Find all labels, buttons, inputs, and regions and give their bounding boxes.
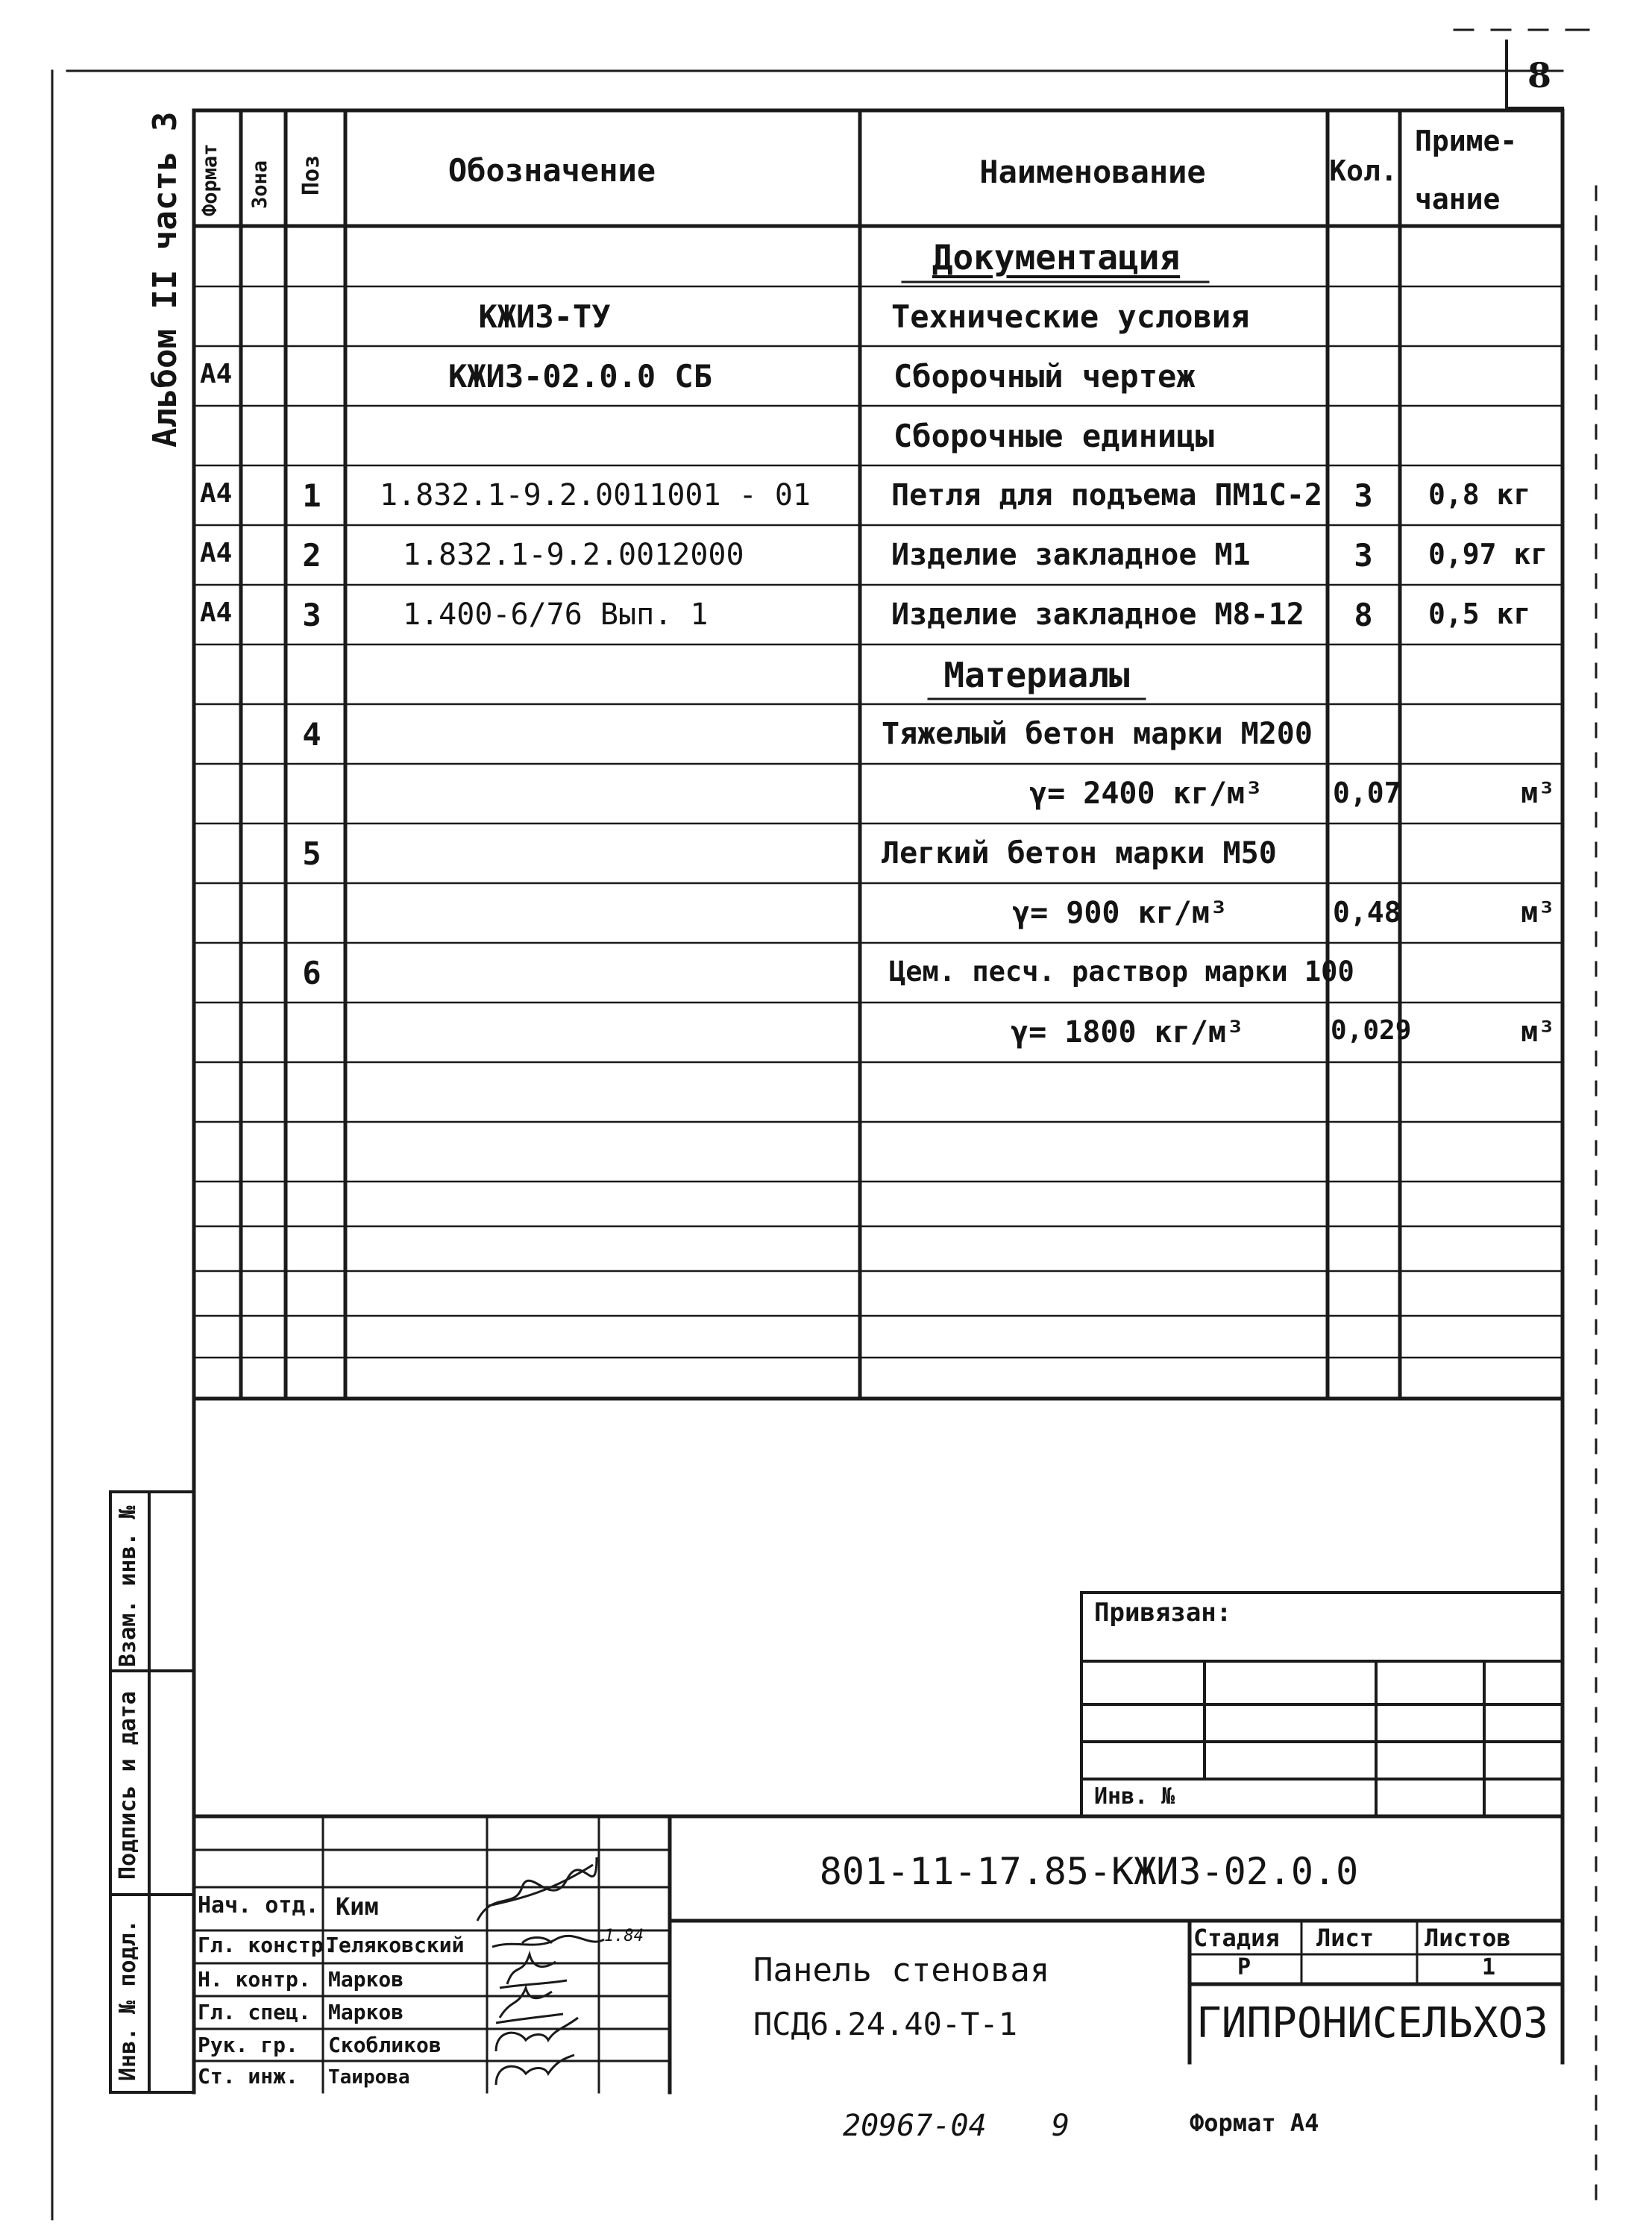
section-title-documentation: Документация bbox=[932, 237, 1181, 277]
privyazan-label: Привязан: bbox=[1094, 1598, 1232, 1628]
table-cell-designation: 1.832.1-9.2.0012000 bbox=[403, 538, 744, 572]
person-name: Скобликов bbox=[328, 2033, 442, 2057]
title-line2: ПСД6.24.40-Т-1 bbox=[753, 2006, 1018, 2042]
table-cell-qty: 0,48 bbox=[1333, 896, 1401, 929]
table-cell-qty: 0,07 bbox=[1333, 777, 1401, 809]
table-cell-name: γ= 900 кг/м³ bbox=[1012, 896, 1228, 930]
table-cell-qty: 0,029 bbox=[1331, 1015, 1412, 1046]
role-label: Гл. спец. bbox=[198, 2000, 311, 2024]
table-cell-format: А4 bbox=[200, 359, 233, 389]
table-cell-designation: 1.400-6/76 Вып. 1 bbox=[403, 597, 709, 632]
stage-label: Стадия bbox=[1193, 1924, 1280, 1952]
person-name: Ким bbox=[336, 1892, 379, 1921]
table-cell-name: Изделие закладное М8-12 bbox=[891, 597, 1304, 632]
footer-page: 9 bbox=[1052, 2109, 1070, 2143]
table-cell-note: м³ bbox=[1521, 777, 1555, 809]
table-cell-designation: КЖИ3-02.0.0 СБ bbox=[447, 358, 713, 395]
table-cell-note: 0,5 кг bbox=[1428, 597, 1531, 630]
table-cell-format: А4 bbox=[200, 478, 233, 509]
person-name: Марков bbox=[328, 1967, 404, 1992]
document-code: 801-11-17.85-КЖИ3-02.0.0 bbox=[819, 1850, 1359, 1893]
table-cell-note: 0,97 кг bbox=[1428, 538, 1548, 571]
table-cell-pos: 3 bbox=[302, 597, 321, 633]
signature-date: 1.84 bbox=[604, 1927, 644, 1945]
table-cell-name: Цем. песч. раствор марки 100 bbox=[889, 956, 1354, 988]
header-designation: Обозначение bbox=[447, 152, 656, 189]
table-cell-name: Сборочные единицы bbox=[893, 418, 1214, 454]
header-qty: Кол. bbox=[1329, 154, 1398, 187]
table-cell-designation: КЖИ3-ТУ bbox=[478, 298, 611, 335]
header-name: Наименование bbox=[979, 154, 1206, 190]
header-pos: Поз bbox=[298, 154, 324, 195]
table-cell-name: Петля для подъема ПМ1С-2 bbox=[891, 478, 1322, 512]
table-cell-name: Тяжелый бетон марки М200 bbox=[882, 717, 1313, 751]
table-cell-note: м³ bbox=[1521, 896, 1555, 929]
person-name: Таирова bbox=[328, 2066, 410, 2089]
table-cell-qty: 8 bbox=[1354, 597, 1373, 633]
table-cell-pos: 4 bbox=[302, 716, 321, 753]
table-cell-name: Технические условия bbox=[891, 298, 1250, 335]
table-cell-name: Изделие закладное М1 bbox=[891, 538, 1251, 572]
stamp-inv-podl: Инв. № подл. bbox=[115, 1919, 141, 2081]
table-cell-name: Сборочный чертеж bbox=[893, 358, 1196, 395]
section-title-materials: Материалы bbox=[943, 655, 1130, 695]
table-cell-note: м³ bbox=[1521, 1015, 1555, 1048]
table-cell-qty: 3 bbox=[1354, 477, 1373, 514]
table-cell-note: 0,8 кг bbox=[1428, 478, 1531, 511]
role-label: Н. контр. bbox=[198, 1967, 311, 1992]
role-label: Гл. констр. bbox=[198, 1933, 336, 1957]
stamp-vzam-inv: Взам. инв. № bbox=[115, 1505, 141, 1667]
person-name: Теляковский bbox=[326, 1933, 465, 1957]
role-label: Рук. гр. bbox=[198, 2033, 298, 2057]
header-format: Формат bbox=[198, 143, 222, 216]
role-label: Нач. отд. bbox=[198, 1892, 319, 1919]
table-cell-pos: 6 bbox=[302, 955, 321, 991]
sheet-label: Лист bbox=[1316, 1924, 1375, 1952]
table-cell-name: Легкий бетон марки М50 bbox=[882, 836, 1277, 870]
person-name: Марков bbox=[328, 2000, 404, 2024]
organization-name: ГИПРОНИСЕЛЬХОЗ bbox=[1196, 1999, 1549, 2048]
table-cell-format: А4 bbox=[200, 597, 233, 628]
sheet-number: 8 bbox=[1527, 55, 1552, 95]
header-note-line1: Приме- bbox=[1415, 125, 1518, 157]
privyazan-inv-label: Инв. № bbox=[1094, 1783, 1175, 1810]
role-label: Ст. инж. bbox=[198, 2064, 298, 2089]
stage-value: Р bbox=[1237, 1954, 1251, 1980]
table-cell-name: γ= 1800 кг/м³ bbox=[1011, 1015, 1245, 1050]
header-note-line2: чание bbox=[1415, 183, 1501, 216]
title-line1: Панель стеновая bbox=[753, 1951, 1050, 1989]
footer-doc-number: 20967-04 bbox=[843, 2109, 987, 2143]
table-cell-name: γ= 2400 кг/м³ bbox=[1029, 777, 1263, 811]
stamp-podpis-data: Подпись и дата bbox=[115, 1691, 141, 1880]
side-album-label: Альбом II часть 3 bbox=[146, 111, 184, 448]
sheets-label: Листов bbox=[1425, 1924, 1511, 1952]
sheets-value: 1 bbox=[1481, 1954, 1496, 1980]
table-cell-qty: 3 bbox=[1354, 537, 1373, 574]
signatures bbox=[477, 1857, 604, 2085]
header-zone: Зона bbox=[248, 160, 271, 209]
table-cell-pos: 1 bbox=[302, 477, 321, 514]
table-cell-format: А4 bbox=[200, 538, 233, 568]
table-cell-pos: 5 bbox=[302, 835, 321, 872]
footer-format: Формат А4 bbox=[1190, 2109, 1319, 2137]
table-cell-pos: 2 bbox=[302, 537, 321, 574]
table-cell-designation: 1.832.1-9.2.0011001 - 01 bbox=[380, 478, 811, 512]
